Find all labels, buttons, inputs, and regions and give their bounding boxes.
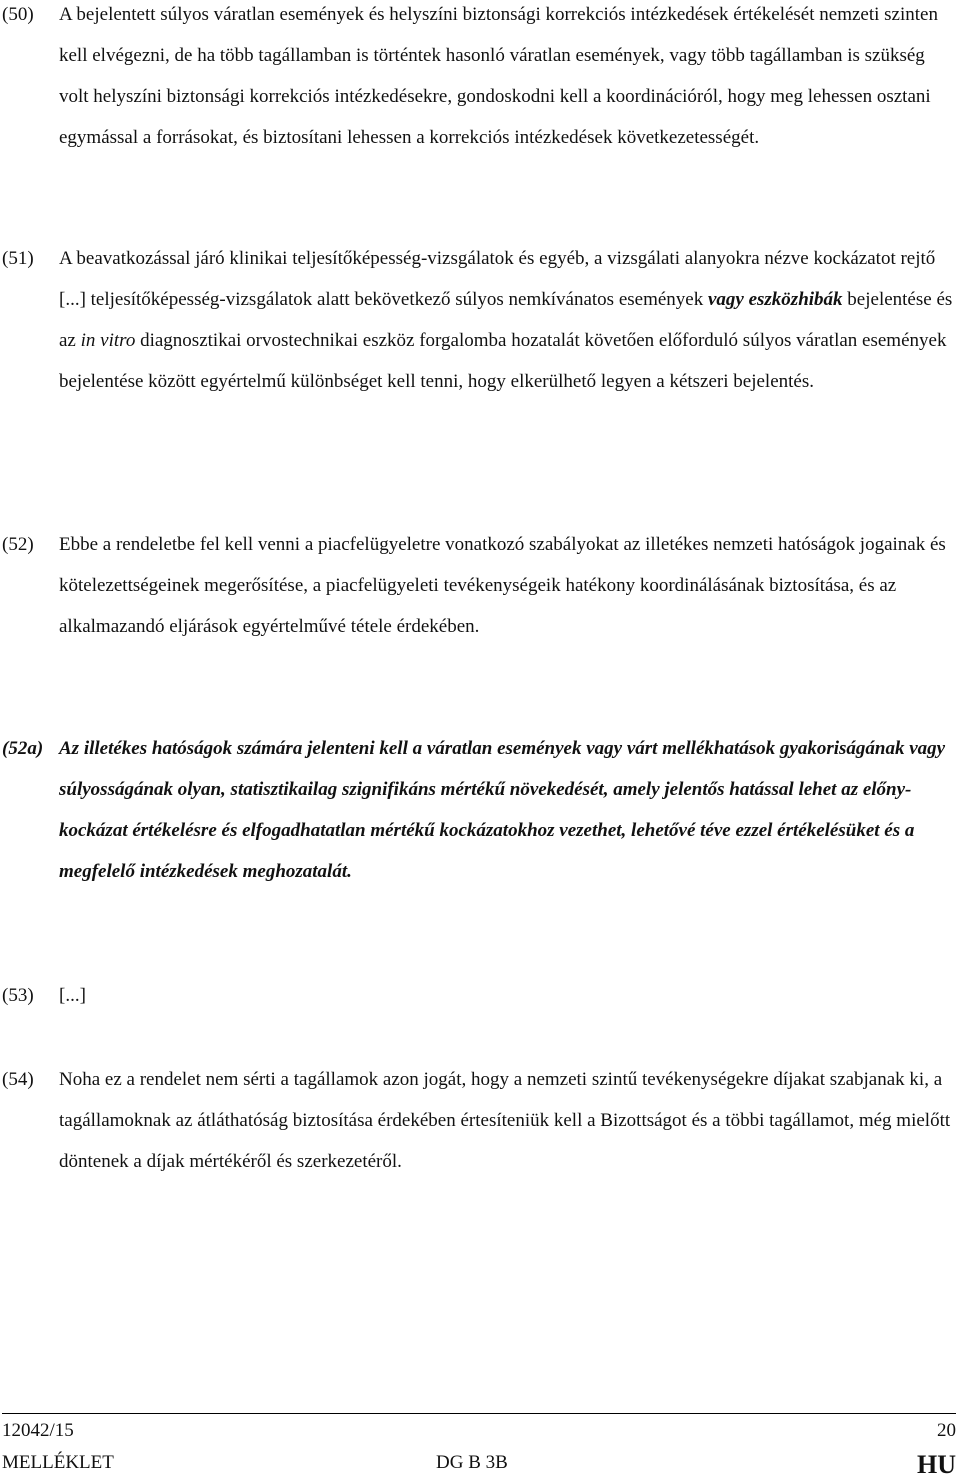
recital-text-part: A beavatkozással járó klinikai teljesítőképesség-vizsgálatok és egyéb, a vizsgálati alanyokra nézve kockázatot rejtő [...] teljesítőképesség-vizsgálatok alatt bekövetkező súlyos nemkívánatos események: [59, 248, 936, 310]
recital-50: [0, 0, 956, 158]
annex-label: MELLÉKLET: [2, 1452, 114, 1473]
recital-text: [...]: [59, 985, 86, 1006]
recital-number: (53): [2, 985, 34, 1006]
recital-text: Noha ez a rendelet nem sérti a tagállamok azon jogát, hogy a nemzeti szintű tevékenységekre díjakat szabjanak ki, a tagállamoknak az átláthatóság biztosítása érdekében értesíteniük kell a Bizottságot és a többi tagállamot, még mielőtt döntenek a díjak mértékéről és szerkezetéről.: [59, 1069, 951, 1172]
recital-text: [59, 238, 956, 402]
recital-number: (50): [2, 4, 34, 25]
recital-number: (54): [2, 1069, 34, 1090]
language-code: HU: [917, 1450, 956, 1479]
recital-54: [0, 1059, 956, 1182]
recital-text: Az illetékes hatóságok számára jelenteni kell a váratlan események vagy várt mellékhatások gyakoriságának vagy súlyosságának olyan, statisztikailag szignifikáns mértékű növekedését, amely jelentős hatással lehet az előny-kockázat értékelésre és elfogadhatatlan mértékű kockázatokhoz vezethet, lehetővé téve ezzel értékelésüket és a megfelelő intézkedések meghozatalát.: [59, 738, 946, 882]
recital-text-part: bejelentése és az: [59, 289, 953, 351]
recital-51: [0, 238, 956, 402]
recital-52a: [0, 728, 956, 892]
recital-text: Ebbe a rendeletbe fel kell venni a piacfelügyeletre vonatkozó szabályokat az illetékes nemzeti hatóságok jogainak és kötelezettségeinek megerősítése, a piacfelügyeleti tevékenységeik hatékony koordinálásának biztosítása, és az alkalmazandó eljárások egyértelművé tétele érdekében.: [59, 534, 946, 637]
document-reference: 12042/15: [2, 1420, 74, 1441]
recital-text: A bejelentett súlyos váratlan események és helyszíni biztonsági korrekciós intézkedések értékelését nemzeti szinten kell elvégezni, de ha több tagállamban is történtek hasonló váratlan események, vagy több tagállamban is szükség volt helyszíni biztonsági korrekciós intézkedésekre, gondoskodni kell a koordinációról, hogy meg lehessen osztani egymással a forrásokat, és biztosítani lehessen a korrekciós intézkedések következetességét.: [59, 4, 938, 148]
recital-number: (51): [2, 248, 34, 269]
page-number: 20: [937, 1420, 956, 1441]
latin-term: in vitro: [80, 330, 136, 351]
recital-text-part: diagnosztikai orvostechnikai eszköz forgalomba hozatalát követően előforduló súlyos váratlan események bejelentése között egyértelmű különbséget kell tenni, hogy elkerülhető legyen a kétszeri bejelentés.: [59, 330, 947, 392]
recital-52: [0, 524, 956, 647]
recital-53: [0, 975, 956, 1016]
amendment-insertion: vagy eszközhibák: [707, 289, 843, 310]
recital-number: (52a): [2, 738, 44, 759]
recital-number: (52): [2, 534, 34, 555]
footer-divider: [2, 1413, 956, 1414]
directorate-code: DG B 3B: [436, 1452, 508, 1473]
